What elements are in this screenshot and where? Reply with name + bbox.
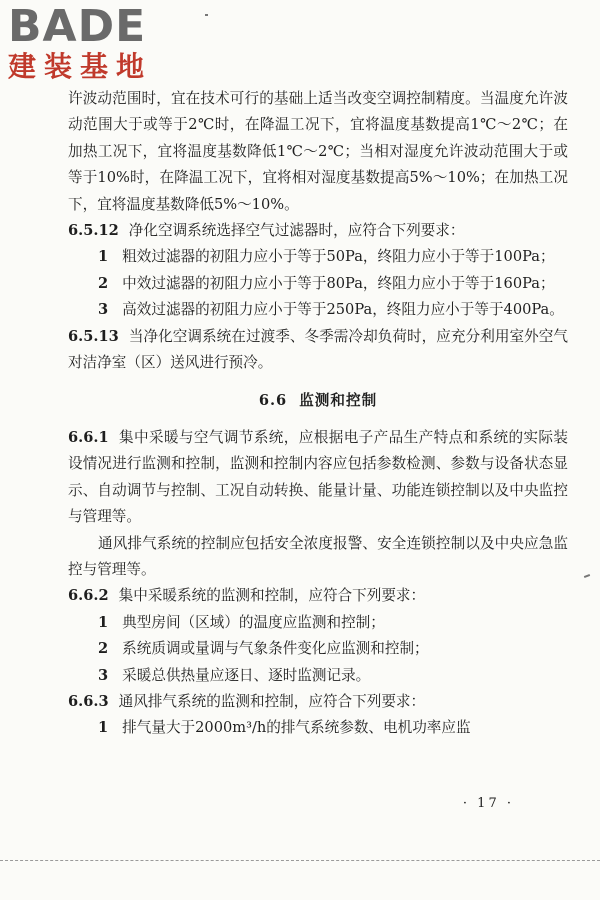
clause-text: 通风排气系统的监测和控制，应符合下列要求： [118,692,426,710]
item-number: 2 [98,274,109,292]
page-bottom-divider [0,860,600,861]
clause-6-6-2 [68,583,568,609]
item-text: 采暖总供热量应逐日、逐时监测记录。 [122,666,371,684]
item-number: 1 [98,613,109,631]
clause-text: 净化空调系统选择空气过滤器时，应符合下列要求： [128,222,465,240]
item-text: 典型房间（区域）的温度应监测和控制； [122,613,385,631]
logo-chinese-name: 建装基地 [8,50,153,83]
item-text: 粗效过滤器的初阻力应小于等于50Pa，终阻力应小于等于100Pa； [122,248,555,266]
section-heading [68,388,568,414]
scan-speck [584,574,590,578]
clause-6-5-13 [68,324,568,377]
clause-6-6-1 [68,425,568,531]
scan-speck [205,14,208,16]
clause-6-5-12 [68,218,568,244]
page-number: · 17 · [462,796,514,811]
clause-text: 集中采暖与空气调节系统，应根据电子产品生产特点和系统的实际装设情况进行监测和控制，监测和控制内容应包括参数检测、参数与设备状态显示、自动调节与控制、工况自动转换、能量计量、功能连锁控制以及中央监控与管理等。 [68,428,568,526]
clause-number: 6.6.3 [68,692,109,710]
clause-text: 当净化空调系统在过渡季、冬季需冷却负荷时，应充分利用室外空气对洁净室（区）送风进行预冷。 [68,327,568,372]
list-item [68,297,568,323]
list-item [68,610,568,636]
bade-logo [8,1,178,88]
item-number: 3 [98,666,109,684]
item-text: 高效过滤器的初阻力应小于等于250Pa，终阻力应小于等于400Pa。 [122,301,564,319]
clause-number: 6.5.12 [68,222,119,240]
section-number: 6.6 [258,392,288,410]
document-body [68,86,568,742]
clause-paragraph: 通风排气系统的控制应包括安全浓度报警、安全连锁控制以及中央应急监控与管理等。 [68,534,568,578]
item-number: 1 [98,248,109,266]
list-item [68,636,568,662]
list-item [68,271,568,297]
clause-6-6-3 [68,689,568,715]
clause-number: 6.5.13 [68,327,119,345]
item-number: 1 [98,719,109,737]
section-title: 监测和控制 [299,392,378,410]
item-text: 系统质调或量调与气象条件变化应监测和控制； [122,640,429,658]
clause-number: 6.6.1 [68,428,109,446]
list-item [68,244,568,270]
item-number: 3 [98,301,109,319]
list-item [68,715,568,741]
clause-number: 6.6.2 [68,587,109,605]
continued-paragraph: 许波动范围时，宜在技术可行的基础上适当改变空调控制精度。当温度允许波动范围大于或等于2℃时，在降温工况下，宜将温度基数提高1℃～2℃；在加热工况下，宜将温度基数降低1℃～2℃；当相对湿度允许波动范围大于或等于10%时，在降温工况下，宜将相对湿度基数提高5%～10%；在加热工况下，宜将温度基数降低5%～10%。 [68,90,568,213]
item-text: 中效过滤器的初阻力应小于等于80Pa，终阻力应小于等于160Pa； [122,274,555,292]
clause-text: 集中采暖系统的监测和控制，应符合下列要求： [118,587,426,605]
list-item [68,663,568,689]
item-number: 2 [98,640,109,658]
item-text: 排气量大于2000m³/h的排气系统参数、电机功率应监 [122,719,471,737]
logo-wordmark: BADE [8,1,147,52]
